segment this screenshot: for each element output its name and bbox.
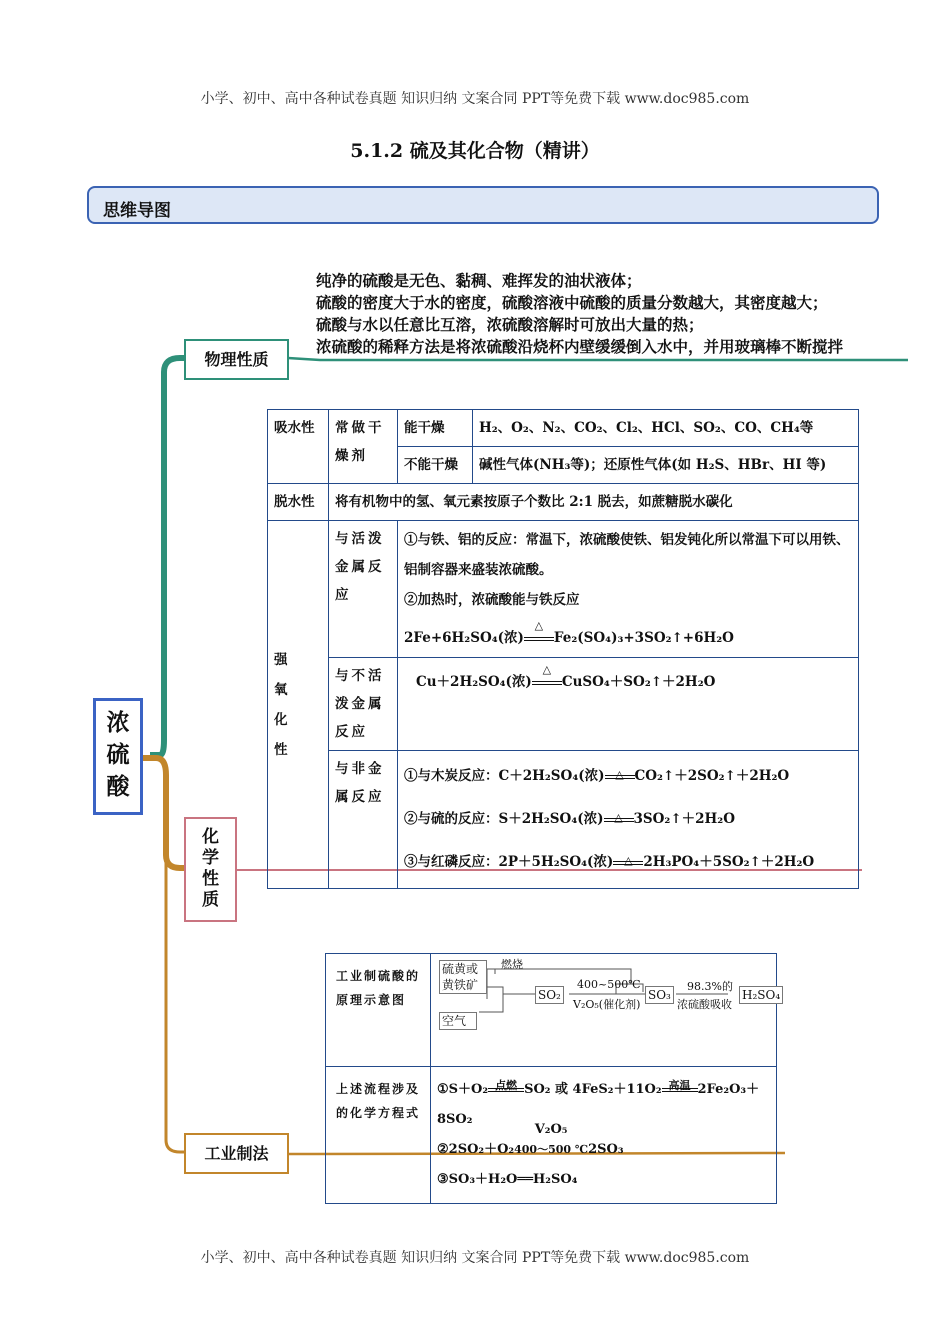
banner-label: 思维导图: [103, 201, 171, 221]
nonmetal-eq-2: [404, 798, 852, 841]
ignite-label: 点燃: [495, 1079, 518, 1092]
heat-symbol: △: [542, 663, 552, 676]
active-line-1: ①与铁、铝的反应：常温下，浓硫酸使铁、铝发钝化所以常温下可以用铁、铝制容器来盛装浓硫酸。: [404, 532, 850, 578]
inactive-equation: [416, 663, 852, 696]
cond2-label: 98.3%的: [687, 980, 733, 993]
cond1-label: 400~500℃: [577, 978, 641, 991]
cell-active-metal: 与活泼金属反应: [329, 521, 398, 658]
nm1-right: CO₂↑＋2SO₂↑＋2H₂O: [634, 768, 790, 784]
hightemp-arrow: [662, 1075, 698, 1105]
cell-diagram-label: 工业制硫酸的原理示意图: [326, 954, 431, 1067]
ind-eq-2: [437, 1122, 770, 1165]
branch-chemical-label: 化学性质: [202, 827, 219, 910]
so2-box: SO₂: [535, 986, 564, 1004]
nm2-left: ②与硫的反应：S＋2H₂SO₄(浓): [404, 811, 604, 827]
h2so4-box: H₂SO₄: [739, 986, 783, 1004]
cell-equations: [431, 1067, 777, 1204]
nm1-left: ①与木炭反应：C＋2H₂SO₄(浓): [404, 768, 605, 784]
physical-line-1: 纯净的硫酸是无色、黏稠、难挥发的油状液体；: [316, 271, 642, 290]
so3-box: SO₃: [645, 986, 674, 1004]
eq1-part-a: ①S＋O₂: [437, 1082, 489, 1097]
active-line-2: ②加热时，浓硫酸能与铁反应: [404, 592, 580, 608]
heat-symbol: △: [614, 811, 623, 824]
heat-arrow: [613, 841, 643, 884]
nm3-right: 2H₃PO₄＋5SO₂↑＋2H₂O: [643, 854, 815, 870]
ind-eq-1: [437, 1075, 770, 1135]
root-label: 浓硫酸: [106, 709, 130, 800]
ind-eq-3: ③SO₃＋H₂O══H₂SO₄: [437, 1172, 578, 1187]
heat-symbol: △: [534, 619, 544, 632]
heat-symbol: △: [624, 854, 633, 867]
cell-cannot-dry-gases: 碱性气体(NH₃等)；还原性气体(如 H₂S、HBr、HI 等): [473, 447, 859, 484]
branch-physical: 物理性质: [184, 339, 289, 380]
eq1-part-b: SO₂ 或 4FeS₂＋11O₂: [524, 1082, 662, 1097]
cell-inactive-metal: 与不活泼金属反应: [329, 658, 398, 751]
eq2-part-a: ②2SO₂＋O₂: [437, 1142, 515, 1157]
catalyst-arrow: [514, 1122, 589, 1165]
industrial-table: [325, 953, 781, 1204]
cell-dehydrate-desc: 将有机物中的氢、氧元素按原子个数比 2:1 脱去，如蔗糖脱水碳化: [329, 484, 859, 521]
cell-oxidizing: [268, 521, 329, 889]
eq2-part-b: 2SO₃: [588, 1142, 624, 1157]
catalyst-label: V₂O₅(催化剂): [573, 998, 641, 1011]
nonmetal-eq-1: [404, 755, 852, 798]
heat-arrow: [605, 755, 635, 798]
inactive-eq-right: CuSO₄＋SO₂↑＋2H₂O: [561, 674, 716, 690]
page-header: 小学、初中、高中各种试卷真题 知识归纳 文案合同 PPT等免费下载 www.doc985.com: [200, 91, 750, 107]
physical-line-4: 浓硫酸的稀释方法是将浓硫酸沿烧杯内壁缓缓倒入水中，并用玻璃棒不断搅拌: [316, 337, 844, 356]
heat-arrow: [604, 798, 634, 841]
root-node: [93, 698, 143, 815]
branch-chemical: [184, 817, 237, 922]
cell-can-dry-gases: H₂、O₂、N₂、CO₂、Cl₂、HCl、SO₂、CO、CH₄等: [473, 410, 859, 447]
page-title: 5.1.2 硫及其化合物（精讲）: [350, 140, 600, 162]
hightemp-label: 高温: [668, 1079, 691, 1092]
cell-inactive-metal-content: [398, 658, 859, 751]
eq1-part-c: 2Fe₂O₃＋8SO₂: [437, 1082, 760, 1127]
cell-flow-diagram: [431, 954, 781, 1067]
nm2-right: 3SO₂↑＋2H₂O: [633, 811, 735, 827]
cell-can-dry: 能干燥: [398, 410, 473, 447]
oxidizing-label: 强氧化性: [274, 651, 288, 758]
branch-industrial: 工业制法: [184, 1133, 289, 1174]
heat-arrow: [532, 663, 562, 696]
cell-nonmetal-content: [398, 751, 859, 889]
eq2-cond: 400～500 ℃: [514, 1143, 589, 1156]
page-footer: 小学、初中、高中各种试卷真题 知识归纳 文案合同 PPT等免费下载 www.doc985.com: [200, 1250, 750, 1266]
absorb-label: 浓硫酸吸收: [677, 998, 732, 1011]
air-box: 空气: [439, 1012, 477, 1030]
cell-cannot-dry: 不能干燥: [398, 447, 473, 484]
cell-nonmetal: 与非金属反应: [329, 751, 398, 889]
inactive-eq-left: Cu＋2H₂SO₄(浓): [416, 674, 532, 690]
nonmetal-eq-3: [404, 841, 852, 884]
burn-label: 燃烧: [501, 958, 523, 971]
nm3-left: ③与红磷反应：2P＋5H₂SO₄(浓): [404, 854, 614, 870]
active-equation: [404, 619, 852, 653]
heat-arrow: [524, 619, 554, 653]
cell-active-metal-content: [398, 521, 859, 658]
cell-desiccant: 常做干燥剂: [329, 410, 398, 484]
active-eq-right: Fe₂(SO₄)₃+3SO₂↑+6H₂O: [553, 630, 734, 646]
chemical-properties-table: [267, 409, 859, 889]
cell-dehydrate: 脱水性: [268, 484, 329, 521]
heat-symbol: △: [615, 768, 624, 781]
cell-absorb: 吸水性: [268, 410, 329, 484]
physical-line-3: 硫酸与水以任意比互溶，浓硫酸溶解时可放出大量的热；: [316, 315, 704, 334]
physical-line-2: 硫酸的密度大于水的密度，硫酸溶液中硫酸的质量分数越大，其密度越大；: [316, 293, 828, 312]
cell-eq-label: 上述流程涉及的化学方程式: [326, 1067, 431, 1204]
v2o5-label: V₂O₅: [534, 1122, 568, 1137]
active-eq-left: 2Fe+6H₂SO₄(浓): [404, 630, 524, 646]
ore-box: 硫黄或黄铁矿: [439, 960, 487, 994]
ignite-arrow: [488, 1075, 524, 1105]
